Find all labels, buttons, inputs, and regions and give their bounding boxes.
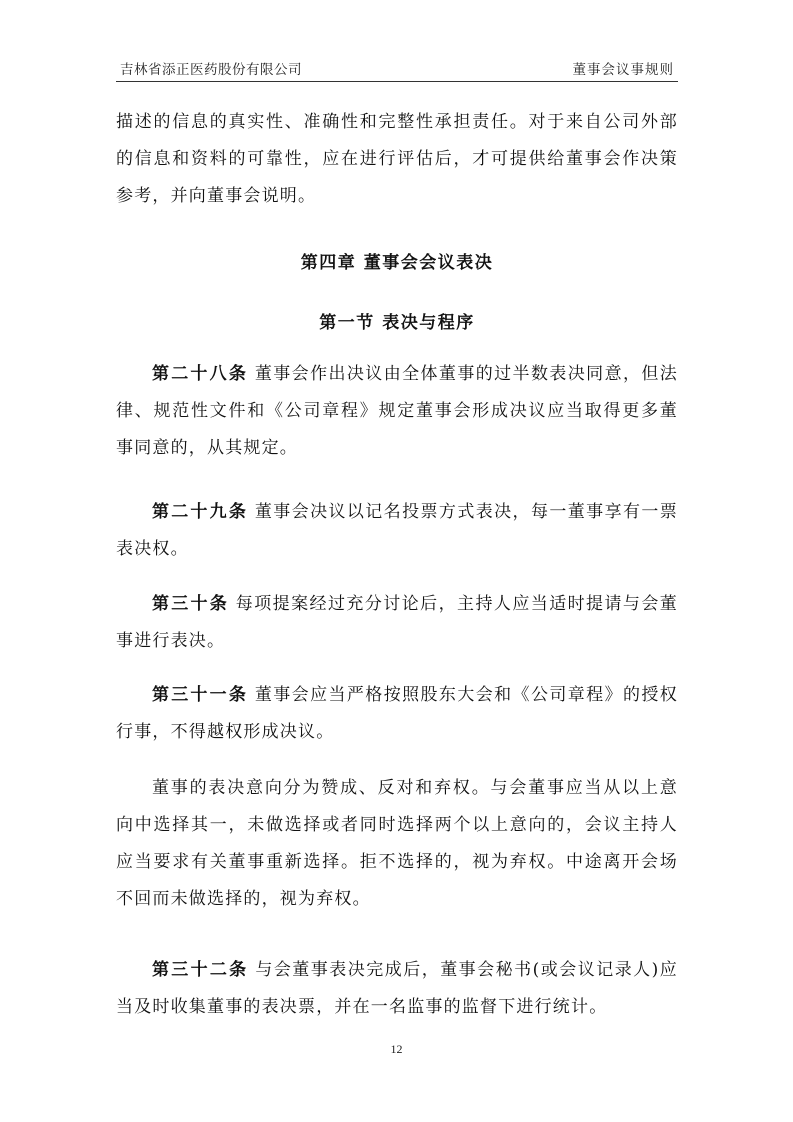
article-text: 董事会作出决议由全体董事的过半数表决同意，但法律、规范性文件和《公司章程》规定董事会形成决议应当取得更多董事同意的，从其规定。 xyxy=(116,364,679,458)
article-32 xyxy=(116,952,678,1026)
article-29 xyxy=(116,494,678,568)
article-text: 每项提案经过充分讨论后，主持人应当适时提请与会董事进行表决。 xyxy=(116,594,678,651)
article-number: 第二十八条 xyxy=(152,364,249,384)
intro-paragraph: 描述的信息的真实性、准确性和完整性承担责任。对于来自公司外部的信息和资料的可靠性，应在进行评估后，才可提供给董事会作决策参考，并向董事会说明。 xyxy=(116,112,678,206)
header-document-title: 董事会议事规则 xyxy=(572,62,674,78)
article-text: 与会董事表决完成后，董事会秘书(或会议记录人)应当及时收集董事的表决票，并在一名监事的监督下进行统计。 xyxy=(116,960,678,1017)
article-number: 第三十二条 xyxy=(152,960,249,980)
article-31 xyxy=(116,677,678,751)
article-28 xyxy=(116,356,678,467)
header-company-name: 吉林省添正医药股份有限公司 xyxy=(120,62,302,78)
article-text: 董事会应当严格按照股东大会和《公司章程》的授权行事，不得越权形成决议。 xyxy=(116,685,679,742)
article-number: 第三十一条 xyxy=(152,685,249,705)
page-header xyxy=(116,56,678,82)
voting-intent-paragraph: 董事的表决意向分为赞成、反对和弃权。与会董事应当从以上意向中选择其一，未做选择或者同时选择两个以上意向的，会议主持人应当要求有关董事重新选择。拒不选择的，视为弃权。中途离开会场不回而未做选择的，视为弃权。 xyxy=(116,778,678,909)
article-number: 第二十九条 xyxy=(152,502,249,522)
article-text: 董事会决议以记名投票方式表决，每一董事享有一票表决权。 xyxy=(116,502,679,559)
page-number: 12 xyxy=(390,1042,403,1056)
section-title: 第一节 表决与程序 xyxy=(319,313,475,333)
article-30 xyxy=(116,586,678,660)
article-number: 第三十条 xyxy=(152,594,229,614)
header-rule xyxy=(116,81,678,82)
chapter-title: 第四章 董事会会议表决 xyxy=(300,253,494,273)
